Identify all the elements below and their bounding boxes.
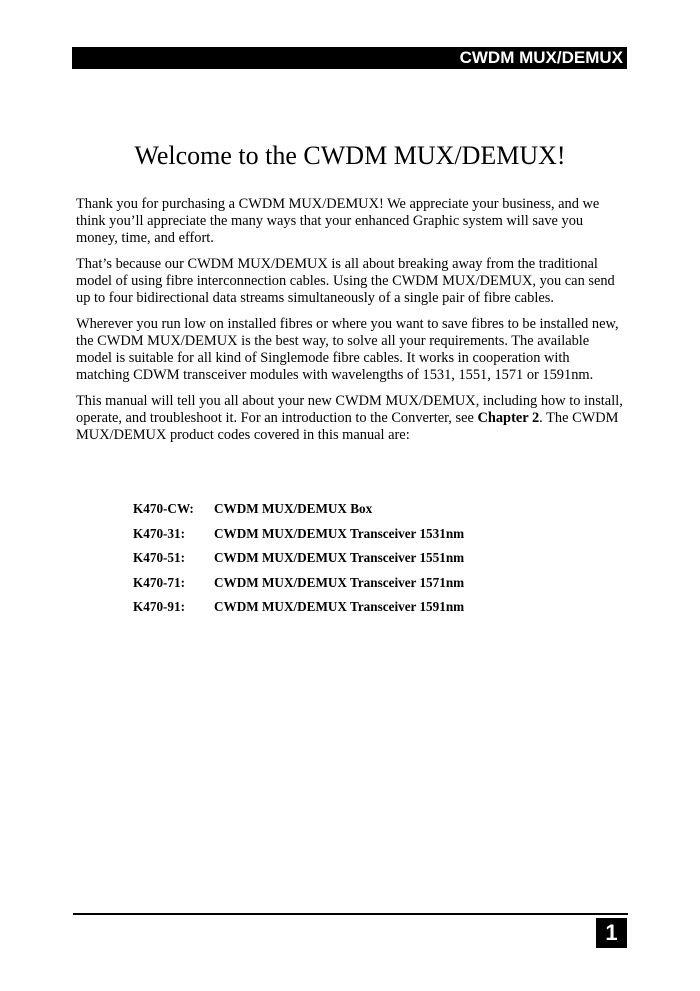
manual-paragraph bbox=[76, 393, 624, 444]
fibre-paragraph: Wherever you run low on installed fibres or where you want to save fibres to be installed new, the CWDM MUX/DEMUX is the best way, to solve all your requirements. The available model is suitable for all kind of Singlemode fibre cables. It works in cooperation with matching CDWM transceiver modules with wavelengths of 1531, 1551, 1571 or 1591nm. bbox=[76, 316, 619, 383]
page-title: Welcome to the CWDM MUX/DEMUX! bbox=[134, 141, 566, 170]
product-code-list bbox=[133, 497, 593, 620]
product-description: CWDM MUX/DEMUX Transceiver 1531nm bbox=[214, 525, 465, 541]
intro-paragraph: Thank you for purchasing a CWDM MUX/DEMUX! We appreciate your business, and we think you’ll appreciate the many ways that your enhanced Graphic system will save you money, time, and effort. bbox=[76, 196, 600, 246]
footer-rule bbox=[73, 913, 628, 915]
body-text bbox=[76, 196, 624, 453]
manual-paragraph-before: This manual will tell you all about your new CWDM MUX/DEMUX, including how to install, operate, and troubleshoot it. For an introduction to the Converter, see bbox=[76, 393, 623, 426]
product-row bbox=[133, 497, 593, 522]
product-code: K470-91: bbox=[133, 599, 186, 615]
page-number: 1 bbox=[596, 918, 627, 948]
chapter-reference: Chapter 2 bbox=[477, 410, 540, 426]
product-code: K470-51: bbox=[133, 550, 186, 566]
header-bar bbox=[72, 47, 627, 69]
product-code: K470-CW: bbox=[133, 501, 194, 517]
product-row bbox=[133, 595, 593, 620]
product-row bbox=[133, 571, 593, 596]
product-description: CWDM MUX/DEMUX Transceiver 1591nm bbox=[214, 599, 465, 615]
product-row bbox=[133, 546, 593, 571]
product-description: CWDM MUX/DEMUX Transceiver 1571nm bbox=[214, 574, 465, 590]
manual-paragraph-after: . The CWDM MUX/DEMUX product codes covered in this manual are: bbox=[76, 410, 619, 443]
product-row bbox=[133, 522, 593, 547]
model-paragraph: That’s because our CWDM MUX/DEMUX is all about breaking away from the traditional model of using fibre interconnection cables. Using the CWDM MUX/DEMUX, you can send up to four bidirectional data streams simultaneously of a single pair of fibre cables. bbox=[76, 256, 615, 306]
product-description: CWDM MUX/DEMUX Box bbox=[214, 501, 373, 517]
product-description: CWDM MUX/DEMUX Transceiver 1551nm bbox=[214, 550, 465, 566]
product-code: K470-71: bbox=[133, 574, 186, 590]
header-title: CWDM MUX/DEMUX bbox=[459, 48, 623, 67]
product-code: K470-31: bbox=[133, 525, 186, 541]
